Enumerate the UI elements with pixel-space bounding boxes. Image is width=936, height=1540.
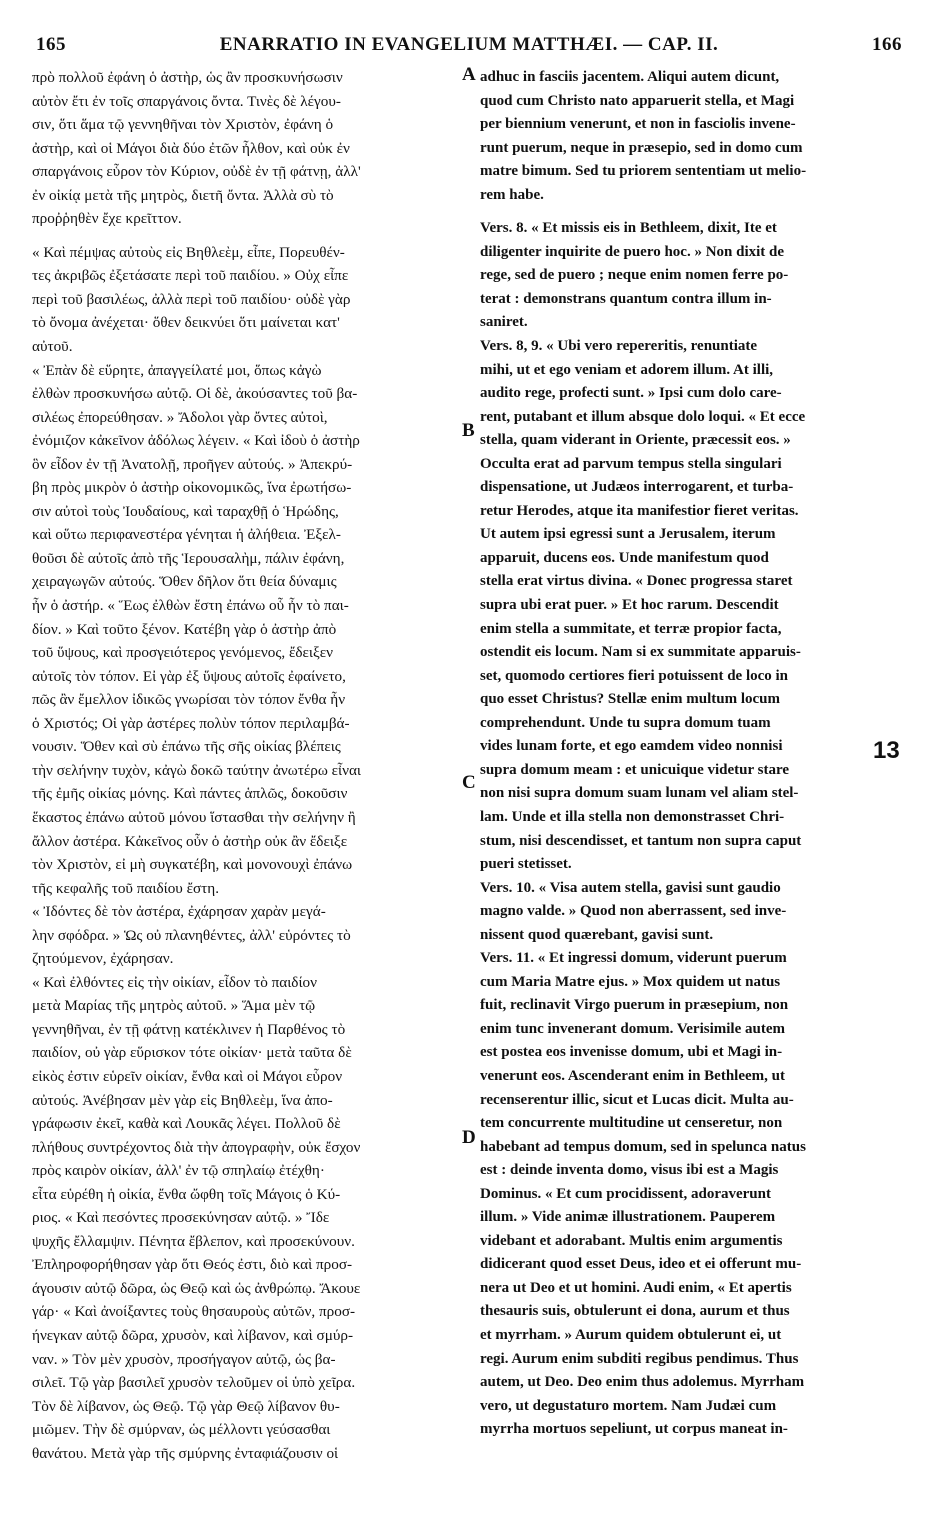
text-line: « Καὶ πέμψας αὐτοὺς εἰς Βηθλεὲμ, εἶπε, Πορευθέν-: [32, 243, 345, 261]
text-line: « Ἰδόντες δὲ τὸν ἀστέρα, ἐχάρησαν χαρὰν μεγά-: [32, 903, 326, 921]
text-line: et myrrham. » Aurum quidem obtulerunt ei, ut: [480, 1326, 782, 1343]
text-line: ναν. » Τὸν μὲν χρυσὸν, προσήγαγον αὐτῷ, ὡς βα-: [32, 1350, 336, 1368]
text-line: αὐτοῦ.: [32, 338, 73, 356]
text-line: σπαργάνοις εὗρον τὸν Κύριον, οὐδὲ ἐν τῇ φάτνῃ, ἀλλ': [32, 163, 361, 181]
text-line: thesauris suis, obtulerunt ei dona, aurum et thus: [480, 1303, 790, 1320]
text-line: αὐτούς. Ἀνέβησαν μὲν γὰρ εἰς Βηθλεὲμ, ἵνα ἀπο-: [32, 1091, 333, 1109]
text-line: ψυχῆς ἔλλαμψιν. Πένητα ἔβλεπον, καὶ προσεκύνουν.: [32, 1232, 355, 1250]
text-line: εἶτα εὑρέθη ἡ οἰκία, ἔνθα ὤφθη τοῖς Μάγοις ὁ Κύ-: [32, 1185, 341, 1203]
text-line: vides lunam forte, et ego eamdem video nonnisi: [480, 738, 783, 755]
text-line: Ἐπληροφορήθησαν γὰρ ὅτι Θεός ἐστι, διὸ καὶ προσ-: [32, 1256, 353, 1274]
text-line: diligenter inquirite de puero hoc. » Non dixit de: [480, 243, 785, 260]
text-line: cum Maria Matre ejus. » Mox quidem ut natus: [480, 973, 781, 990]
text-line: venerunt eos. Ascenderant enim in Bethleem, ut: [480, 1067, 785, 1084]
text-line: μετὰ Μαρίας τῆς μητρὸς αὐτοῦ. » Ἅμα μὲν τῷ: [32, 997, 316, 1015]
text-line: nera ut Deo et ut homini. Audi enim, « Et apertis: [480, 1279, 792, 1296]
text-line: nissent quod quærebant, gavisi sunt.: [480, 926, 714, 943]
text-line: rege, sed de puero ; neque enim nomen ferre po-: [480, 267, 789, 284]
text-line: λην σφόδρα. » Ὡς οὐ πλανηθέντες, ἀλλ' εὑρόντες τὸ: [32, 926, 351, 944]
text-line: ἀστὴρ, καὶ οἱ Μάγοι διὰ δύο ἐτῶν ἦλθον, καὶ οὐκ ἐν: [32, 139, 350, 157]
text-line: matre bimum. Sed tu priorem sententiam ut melio-: [480, 163, 807, 180]
text-line: habebant ad tempus domum, sed in spelunca natus: [480, 1138, 806, 1155]
text-line: non nisi supra domum suam lunam vel aliam stel-: [480, 785, 799, 802]
text-line: ὃν εἶδον ἐν τῇ Ἀνατολῇ, προῆγεν αὐτούς. » Ἀπεκρύ-: [32, 455, 353, 473]
text-line: πλήθους συντρέχοντος διὰ τὴν ἀπογραφὴν, οὐκ ἔσχον: [32, 1138, 361, 1156]
text-line: δίον. » Καὶ τοῦτο ξένον. Κατέβη γὰρ ὁ ἀστὴρ ἀπὸ: [32, 620, 337, 638]
text-line: πῶς ἂν ἔμελλον ἰδικῶς γνωρίσαι τὸν τόπον ἔνθα ἦν: [32, 691, 346, 709]
text-line: videbant et adorabant. Multis enim argumentis: [480, 1232, 783, 1249]
text-line: mihi, ut et ego veniam et adorem illum. At illi,: [480, 361, 774, 378]
page-number-left: 165: [36, 34, 66, 55]
text-line: χειραγωγῶν αὐτούς. Ὅθεν δῆλον ὅτι θεία δύναμις: [32, 573, 337, 591]
text-line: didicerant quod esset Deus, ideo et ei offerunt mu-: [480, 1256, 802, 1273]
text-line: τοῦ ὕψους, καὶ προσγειότερος γενόμενος, ἔδειξεν: [32, 644, 334, 662]
text-line: ἐλθὼν προσκυνήσω αὐτῷ. Οἱ δὲ, ἀκούσαντες τοῦ βα-: [32, 385, 358, 403]
text-line: ἐνόμιζον κἀκεῖνον ἀδόλως λέγειν. « Καὶ ἰδοὺ ὁ ἀστὴρ: [32, 432, 360, 450]
text-line: Occulta erat ad parvum tempus stella singulari: [480, 455, 782, 472]
text-line: ἐν οἰκίᾳ μετὰ τῆς μητρὸς, διετῆ ὄντα. Ἀλλὰ σὺ τὸ: [32, 186, 334, 204]
text-line: « Καὶ ἐλθόντες εἰς τὴν οἰκίαν, εἶδον τὸ παιδίον: [32, 973, 318, 991]
text-line: retur Herodes, atque ita manifestior fieret veritas.: [480, 502, 799, 519]
text-line: fuit, reclinavit Virgo puerum in præsepium, non: [480, 997, 789, 1014]
text-line: supra domum meam : et unicuique videtur stare: [480, 761, 790, 778]
latin-column: [480, 66, 904, 1442]
text-line: enim stella a summitate, et terræ propior facta,: [480, 620, 782, 637]
text-line: άγουσιν αὐτῷ δῶρα, ὡς Θεῷ καὶ ὡς ἀνθρώπῳ. Ἄκουε: [32, 1279, 361, 1297]
text-line: recenserentur illic, sicut et Lucas dicit. Multa au-: [480, 1091, 794, 1108]
text-line: ἦν ὁ ἀστήρ. « Ἕως ἐλθὼν ἔστη ἐπάνω οὗ ἦν τὸ παι-: [32, 597, 349, 615]
text-line: ὁ Χριστός; Οἱ γὰρ ἀστέρες πολὺν τόπον περιλαμβά-: [32, 714, 350, 732]
text-line: τῆς ἐμῆς οἰκίας μόνης. Καὶ πάντες ἁπλῶς, δοκοῦσιν: [32, 785, 348, 803]
text-line: set, quomodo certiores fieri potuissent de loco in: [480, 667, 789, 684]
text-line: quo esset Christus? Stellæ enim multum locum: [480, 691, 781, 708]
text-line: προῤῥηθὲν ἔχε κρεῖττον.: [32, 210, 182, 228]
text-line: supra ubi erat puer. » Et hoc rarum. Descendit: [480, 597, 779, 614]
text-line: myrrha mortuos sepeliunt, ut corpus maneat in-: [480, 1421, 788, 1438]
text-line: ζητούμενον, ἐχάρησαν.: [32, 950, 174, 968]
text-line: regi. Aurum enim subditi regibus pendimus. Thus: [480, 1350, 799, 1367]
text-line: rem habe.: [480, 186, 544, 203]
text-line: apparuit, ducens eos. Unde manifestum quod: [480, 549, 769, 566]
text-line: νουσιν. Ὅθεν καὶ σὺ ἐπάνω τῆς σῆς οἰκίας βλέπεις: [32, 738, 341, 756]
text-line: autem, ut Deo. Deo enim thus adolemus. Myrrham: [480, 1374, 805, 1391]
text-line: enim tunc invenerant domum. Verisimile autem: [480, 1020, 785, 1037]
text-line: σιν, ὅτι ἅμα τῷ γεννηθῆναι τὸν Χριστὸν, ἐφάνη ὁ: [32, 116, 334, 134]
text-line: per biennium venerunt, et non in fasciolis invene-: [480, 116, 796, 133]
text-line: αὐτὸν ἔτι ἐν τοῖς σπαργάνοις ὄντα. Τινὲς δὲ λέγου-: [32, 92, 341, 110]
text-line: est postea eos invenisse domum, ubi et Magi in-: [480, 1044, 783, 1061]
text-line: terat : demonstrans quantum contra illum in-: [480, 290, 772, 307]
text-line: audito rege, profecti sunt. » Ipsi cum dolo care-: [480, 385, 782, 402]
text-line: σιν αὐτοὶ τοὺς Ἰουδαίους, καὶ ταραχθῇ ὁ Ἡρώδης,: [32, 502, 339, 520]
text-line: ostendit eis locum. Nam si ex summitate apparuis-: [480, 644, 801, 661]
text-line: dispensatione, ut Judæos interrogarent, et turba-: [480, 479, 794, 496]
text-line: εἰκὸς ἐστιν εὑρεῖν οἰκίαν, ἔνθα καὶ οἱ Μάγοι εὗρον: [32, 1067, 343, 1085]
text-line: ριος. « Καὶ πεσόντες προσεκύνησαν αὐτῷ. » Ἴδε: [32, 1209, 330, 1227]
text-line: magno valde. » Quod non aberrassent, sed inve-: [480, 903, 787, 920]
text-line: stella erat virtus divina. « Donec progressa staret: [480, 573, 793, 590]
text-line: comprehendunt. Unde tu supra domum tuam: [480, 714, 771, 731]
text-line: saniret.: [480, 314, 528, 331]
text-line: βη πρὸς μικρὸν ὁ ἀστὴρ οἰκονομικῶς, ἵνα ἐρωτήσω-: [32, 479, 352, 497]
section-marker-d: D: [462, 1127, 476, 1148]
text-line: γάρ· « Καὶ ἀνοίξαντες τοὺς θησαυροὺς αὐτῶν, προσ-: [32, 1303, 356, 1321]
text-line: ἄλλον ἀστέρα. Κἀκεῖνος οὖν ὁ ἀστὴρ οὐκ ἂν ἔδειξε: [32, 832, 348, 850]
text-line: tem concurrente multitudine ut censeretur, non: [480, 1115, 783, 1132]
text-line: stella, quam viderant in Oriente, præcessit eos. »: [480, 432, 791, 449]
text-line: τὸν Χριστὸν, εἰ μὴ συγκατέβη, καὶ μονονουχὶ ἐπάνω: [32, 856, 353, 874]
text-line: πρὸ πολλοῦ ἐφάνη ὁ ἀστὴρ, ὡς ἂν προσκυνήσωσιν: [32, 69, 343, 86]
text-line: παιδίον, οὐ γὰρ εὕρισκον τότε οἰκίαν· μετὰ ταῦτα δὲ: [32, 1044, 352, 1062]
text-line: lam. Unde et illa stella non demonstrasset Chri-: [480, 808, 785, 825]
text-line: γράφωσιν ἐκεῖ, καθὰ καὶ Λουκᾶς λέγει. Πολλοῦ δὲ: [32, 1115, 341, 1133]
section-marker-a: A: [462, 64, 476, 85]
text-line: Dominus. « Et cum procidissent, adoraverunt: [480, 1185, 771, 1202]
text-line: θανάτου. Μετὰ γὰρ τῆς σμύρνης ἐνταφιάζουσιν οἱ: [32, 1444, 339, 1462]
text-line: Ut autem ipsi egressi sunt a Jerusalem, iterum: [480, 526, 776, 543]
text-line: Vers. 10. « Visa autem stella, gavisi sunt gaudio: [480, 879, 781, 896]
text-line: quod cum Christo nato apparuerit stella, et Magi: [480, 92, 795, 109]
text-line: σιλέως ἐπορεύθησαν. » Ἄδολοι γὰρ ὄντες αὐτοὶ,: [32, 408, 328, 426]
text-line: Vers. 8, 9. « Ubi vero repereritis, renuntiate: [480, 338, 758, 355]
section-marker-b: B: [462, 420, 475, 441]
text-line: vero, ut degustaturo mortem. Nam Judæi cum: [480, 1397, 777, 1414]
text-line: αὐτοῖς τὸν τόπον. Εἰ γὰρ ἐξ ὕψους αὐτοῖς ἐφαίνετο,: [32, 667, 346, 685]
text-line: « Ἐπὰν δὲ εὕρητε, ἀπαγγείλατέ μοι, ὅπως κἀγὼ: [32, 361, 322, 379]
running-title: ENARRATIO IN EVANGELIUM MATTHÆI. — CAP. II.: [219, 34, 719, 55]
page-number-right: 166: [872, 34, 902, 55]
text-line: rent, putabant et illum absque dolo loqui. « Et ecce: [480, 408, 806, 425]
greek-column: [32, 66, 460, 1465]
text-line: σιλεῖ. Τῷ γὰρ βασιλεῖ χρυσὸν τελοῦμεν οἱ ὑπὸ χεῖρα.: [32, 1374, 356, 1392]
text-line: stum, nisi descendisset, et tantum non supra caput: [480, 832, 802, 849]
text-line: runt puerum, neque in præsepio, sed in domo cum: [480, 139, 803, 156]
text-line: τες ἀκριβῶς ἐξετάσατε περὶ τοῦ παιδίου. » Οὐχ εἶπε: [32, 267, 349, 285]
text-line: περὶ τοῦ βασιλέως, ἀλλὰ περὶ τοῦ παιδίου· οὐδὲ γὰρ: [32, 290, 351, 308]
margin-column-number: 13: [873, 737, 900, 764]
text-line: τὴν σελήνην τυχὸν, κἀγὼ δοκῶ ταύτην ἀνωτέρω εἶναι: [32, 761, 361, 779]
text-line: μιῶμεν. Τὴν δὲ σμύρναν, ὡς μέλλοντι γεύσασθαι: [32, 1421, 331, 1439]
text-line: γεννηθῆναι, ἐν τῇ φάτνῃ κατέκλινεν ἡ Παρθένος τὸ: [32, 1020, 346, 1038]
text-line: καὶ οὕτω περιφανεστέρα γένηται ἡ ἀλήθεια. Ἐξελ-: [32, 526, 341, 544]
section-marker-c: C: [462, 772, 476, 793]
text-line: Τὸν δὲ λίβανον, ὡς Θεῷ. Τῷ γὰρ Θεῷ λίβανον θυ-: [32, 1397, 340, 1415]
text-line: θοῦσι δὲ αὐτοῖς ἀπὸ τῆς Ἱερουσαλὴμ, πάλιν ἐφάνη,: [32, 549, 345, 567]
text-line: ήνεγκαν αὐτῷ δῶρα, χρυσὸν, καὶ λίβανον, καὶ σμύρ-: [32, 1326, 354, 1344]
text-line: Vers. 11. « Et ingressi domum, viderunt puerum: [480, 950, 787, 967]
text-line: Vers. 8. « Et missis eis in Bethleem, dixit, Ite et: [480, 220, 777, 237]
text-line: est : deinde inventa domo, visus ibi est a Magis: [480, 1162, 779, 1179]
text-line: τὸ ὄνομα ἀνέχεται· ὅθεν δεικνύει ὅτι μαίνεται κατ': [32, 314, 340, 332]
running-header: [36, 34, 902, 60]
text-line: πρὸς καιρὸν οἰκίαν, ἀλλ' ἐν τῷ σπηλαίῳ ἐτέχθη·: [32, 1162, 325, 1180]
text-line: ἕκαστος ἐπάνω αὐτοῦ μόνου ἵστασθαι τὴν σελήνην ἢ: [32, 808, 356, 826]
text-line: pueri stetisset.: [480, 856, 572, 873]
text-line: adhuc in fasciis jacentem. Aliqui autem dicunt,: [480, 69, 780, 85]
text-line: τῆς κεφαλῆς τοῦ παιδίου ἔστη.: [32, 879, 220, 897]
text-line: illum. » Vide animæ illustrationem. Pauperem: [480, 1209, 776, 1226]
